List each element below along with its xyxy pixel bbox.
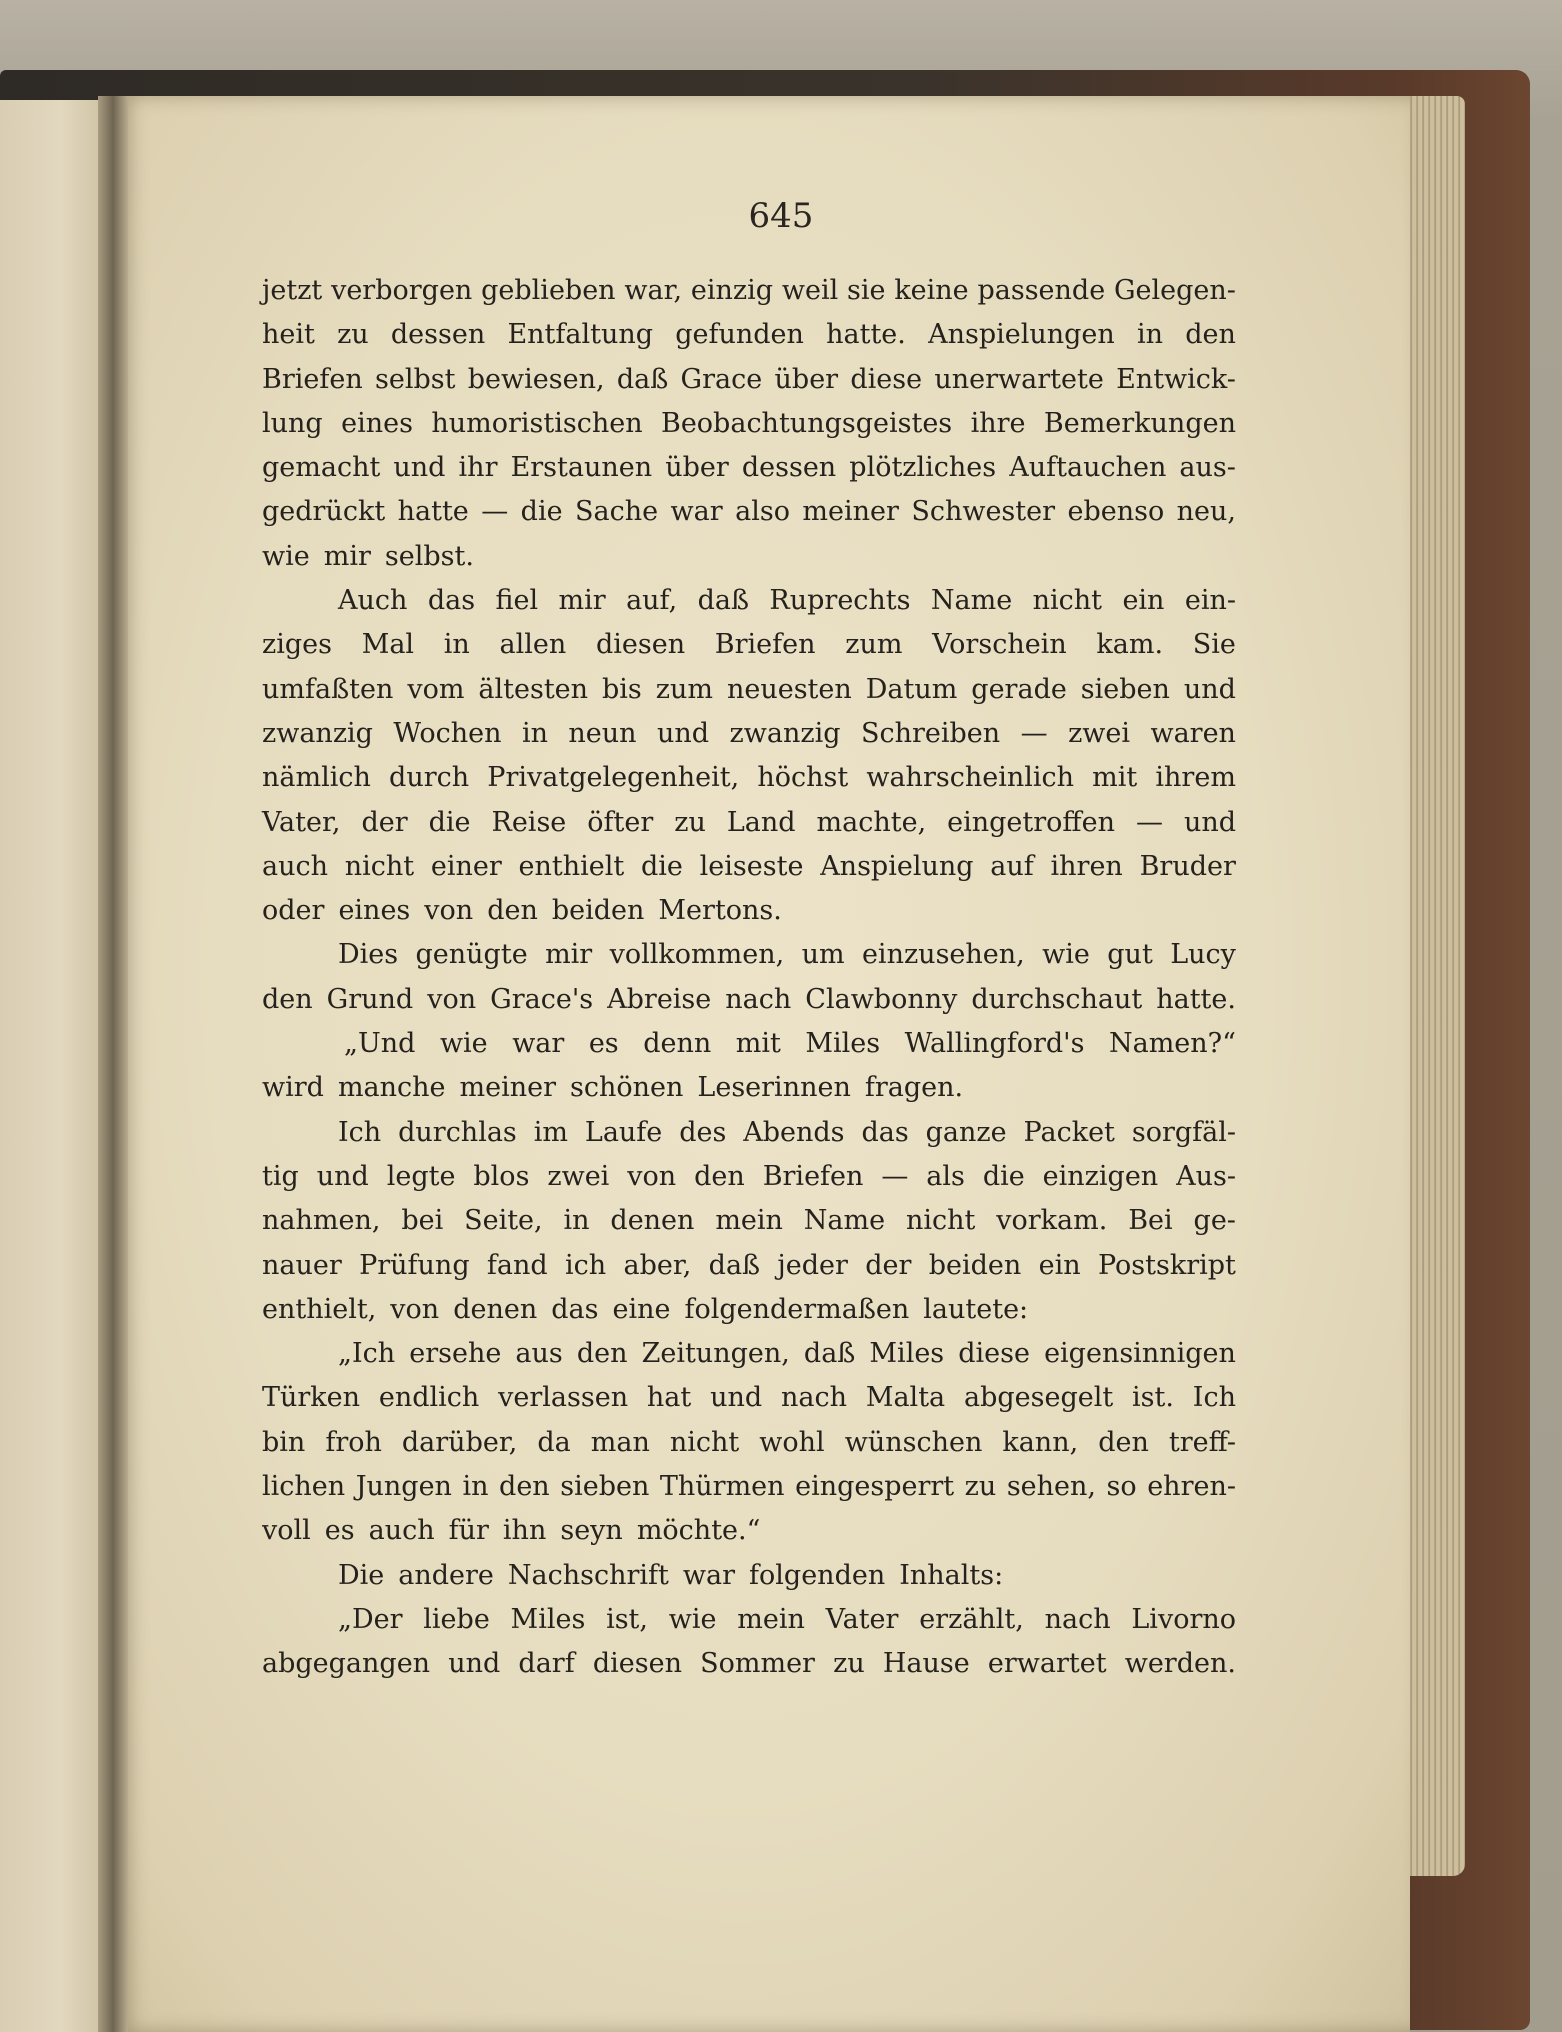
- text-line: wie mir selbst.: [262, 540, 474, 572]
- text-line: voll es auch für ihn seyn möchte.“: [262, 1515, 761, 1547]
- text-line: Ich durchlas im Laufe des Abends das ganze Packet sorgfäl-: [338, 1116, 1236, 1148]
- left-page-edge: [0, 100, 112, 2032]
- page-number: 645: [748, 196, 814, 236]
- text-line: enthielt, von denen das eine folgendermaßen lautete:: [262, 1293, 1029, 1325]
- text-line: jetzt verborgen geblieben war, einzig weil sie keine passende Gelegen-: [262, 275, 1236, 306]
- text-line: lichen Jungen in den sieben Thürmen eingesperrt zu sehen, so ehren-: [262, 1471, 1236, 1503]
- text-line: „Und wie war es denn mit Miles Wallingford's Namen?“: [344, 1028, 1236, 1060]
- text-line: tig und legte blos zwei von den Briefen — als die einzigen Aus-: [262, 1160, 1236, 1192]
- text-line: lung eines humoristischen Beobachtungsgeistes ihre Bemerkungen: [262, 407, 1236, 439]
- text-line: den Grund von Grace's Abreise nach Clawbonny durchschaut hatte.: [262, 983, 1236, 1015]
- text-line: zwanzig Wochen in neun und zwanzig Schreiben — zwei waren: [262, 717, 1236, 749]
- text-line: „Der liebe Miles ist, wie mein Vater erzählt, nach Livorno: [338, 1603, 1236, 1635]
- page-text: [262, 275, 1236, 1693]
- text-line: Dies genügte mir vollkommen, um einzusehen, wie gut Lucy: [338, 939, 1236, 971]
- text-line: bin froh darüber, da man nicht wohl wünschen kann, den treff-: [262, 1426, 1236, 1458]
- text-line: nauer Prüfung fand ich aber, daß jeder der beiden ein Postskript: [262, 1249, 1236, 1281]
- text-line: ziges Mal in allen diesen Briefen zum Vorschein kam. Sie: [262, 629, 1236, 661]
- text-line: wird manche meiner schönen Leserinnen fragen.: [262, 1072, 964, 1104]
- text-line: gedrückt hatte — die Sache war also meiner Schwester ebenso neu,: [262, 496, 1236, 528]
- text-line: auch nicht einer enthielt die leiseste Anspielung auf ihren Bruder: [262, 850, 1236, 882]
- text-line: Vater, der die Reise öfter zu Land machte, eingetroffen — und: [262, 806, 1236, 838]
- text-line: oder eines von den beiden Mertons.: [262, 895, 782, 927]
- text-line: „Ich ersehe aus den Zeitungen, daß Miles diese eigensinnigen: [338, 1338, 1236, 1370]
- text-line: abgegangen und darf diesen Sommer zu Hause erwartet werden.: [262, 1648, 1236, 1680]
- book-gutter: [98, 96, 128, 2032]
- text-line: Auch das fiel mir auf, daß Ruprechts Name nicht ein ein-: [338, 585, 1236, 617]
- text-line: umfaßten vom ältesten bis zum neuesten Datum gerade sieben und: [262, 673, 1236, 705]
- text-line: nahmen, bei Seite, in denen mein Name nicht vorkam. Bei ge-: [262, 1205, 1236, 1237]
- text-line: Briefen selbst bewiesen, daß Grace über diese unerwartete Entwick-: [262, 363, 1236, 395]
- text-line: Türken endlich verlassen hat und nach Malta abgesegelt ist. Ich: [262, 1382, 1236, 1414]
- text-line: heit zu dessen Entfaltung gefunden hatte. Anspielungen in den: [262, 319, 1236, 351]
- text-line: nämlich durch Privatgelegenheit, höchst wahrscheinlich mit ihrem: [262, 762, 1236, 794]
- text-line: gemacht und ihr Erstaunen über dessen plötzliches Auftauchen aus-: [262, 452, 1236, 484]
- text-line: Die andere Nachschrift war folgenden Inhalts:: [338, 1559, 1004, 1591]
